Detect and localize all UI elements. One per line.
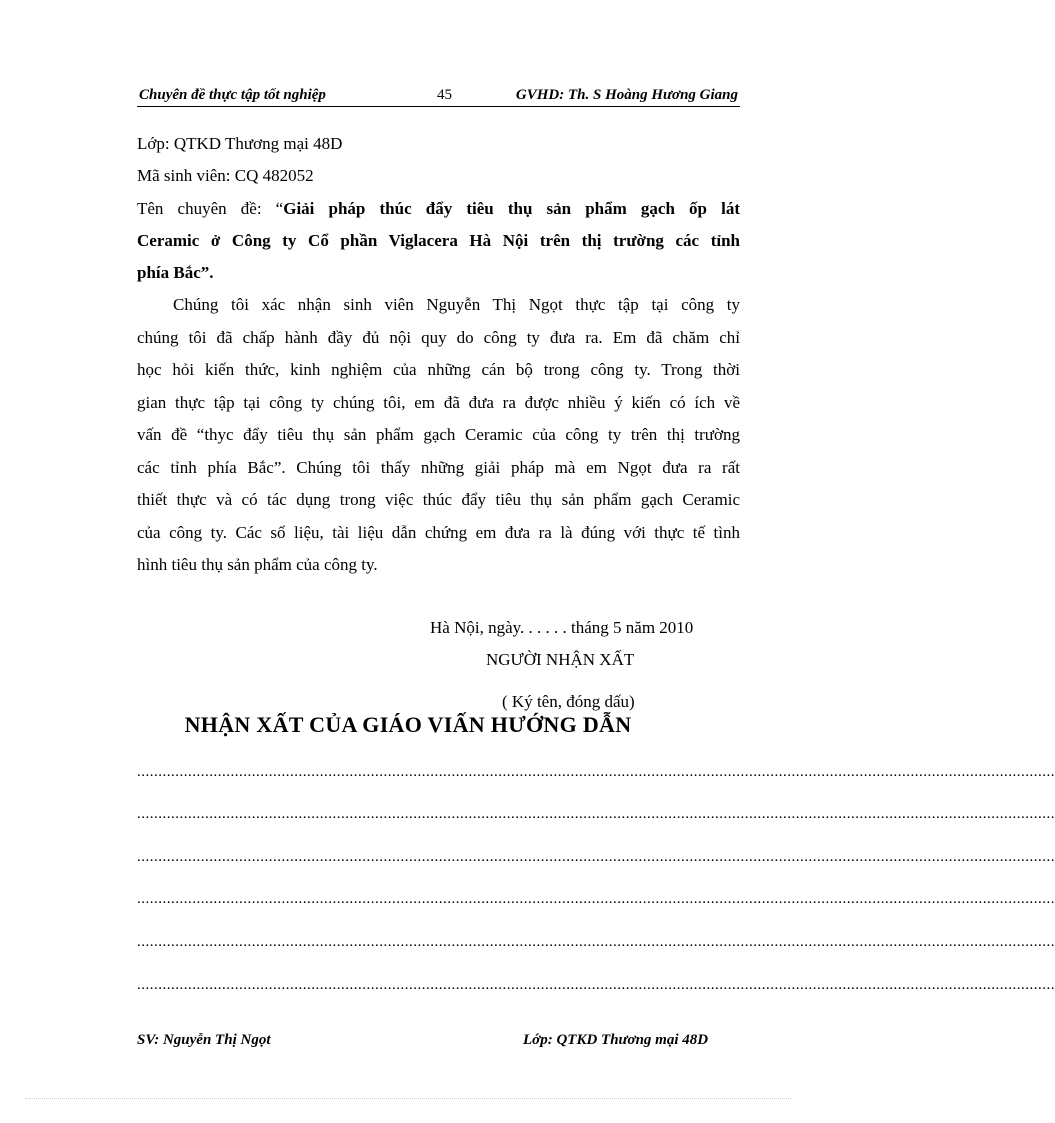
confirmation-paragraph [137, 289, 740, 582]
paragraph-line: vấn đề “thyc đẩy tiêu thụ sản phẩm gạch Ceramic của công ty trên thị trường [137, 425, 740, 444]
signature-note: ( Ký tên, đóng dấu) [502, 692, 635, 711]
page-bottom-divider [25, 1098, 791, 1099]
review-dot-line: ........................................................................................................................................................................................................................ [137, 764, 1055, 780]
topic-title-part-1: Giải pháp thúc đẩy tiêu thụ sản phẩm gạch ốp lát [283, 199, 740, 218]
review-dot-line: ........................................................................................................................................................................................................................ [137, 849, 1055, 865]
paragraph-line: chúng tôi đã chấp hành đầy đủ nội quy do công ty đưa ra. Em đã chăm chỉ [137, 327, 740, 347]
paragraph-line: gian thực tập tại công ty chúng tôi, em đã đưa ra được nhiều ý kiến có ích về [137, 392, 740, 412]
page-header [137, 84, 740, 107]
review-section-title: NHẬN XẤT CỦA GIÁO VIẤN HƯỚNG DẪN [184, 712, 632, 737]
topic-line-1 [137, 193, 740, 225]
paragraph-line: học hỏi kiến thức, kinh nghiệm của những cán bộ trong công ty. Trong thời [137, 360, 740, 379]
review-dot-line: ........................................................................................................................................................................................................................ [137, 891, 1055, 907]
topic-title-part-3: phía Bắc”. [137, 263, 214, 282]
topic-label: Tên chuyên đề: “ [137, 199, 284, 218]
signature-receiver: NGƯỜI NHẬN XẤT [486, 650, 635, 669]
student-id-line: Mã sinh viên: CQ 482052 [137, 166, 314, 185]
topic-title-part-2: Ceramic ở Công ty Cổ phần Viglacera Hà Nội trên thị trường các tỉnh [137, 231, 740, 250]
paragraph-line: thiết thực và có tác dụng trong việc thúc đẩy tiêu thụ sản phẩm gạch Ceramic [137, 490, 740, 509]
review-dot-line: ........................................................................................................................................................................................................................ [137, 977, 1055, 993]
signature-date: Hà Nội, ngày. . . . . . tháng 5 năm 2010 [430, 618, 694, 637]
paragraph-line: của công ty. Các số liệu, tài liệu dẫn chứng em đưa ra là đúng với thực tế tình [137, 522, 740, 542]
paragraph-line: hình tiêu thụ sản phẩm của công ty. [137, 555, 378, 574]
class-line: Lớp: QTKD Thương mại 48D [137, 134, 343, 153]
review-dot-line: ........................................................................................................................................................................................................................ [137, 934, 1055, 950]
header-supervisor: GVHD: Th. S Hoàng Hương Giang [515, 87, 738, 103]
paragraph-line: Chúng tôi xác nhận sinh viên Nguyễn Thị Ngọt thực tập tại công ty [173, 295, 740, 314]
review-dot-line: ........................................................................................................................................................................................................................ [137, 806, 1055, 822]
footer-student: SV: Nguyễn Thị Ngọt [137, 1032, 271, 1048]
paragraph-line: các tỉnh phía Bắc”. Chúng tôi thấy những giải pháp mà em Ngọt đưa ra rất [137, 457, 740, 477]
header-document-title: Chuyên đề thực tập tốt nghiệp [139, 87, 326, 103]
footer-class: Lớp: QTKD Thương mại 48D [523, 1032, 709, 1048]
page-number: 45 [437, 87, 452, 103]
